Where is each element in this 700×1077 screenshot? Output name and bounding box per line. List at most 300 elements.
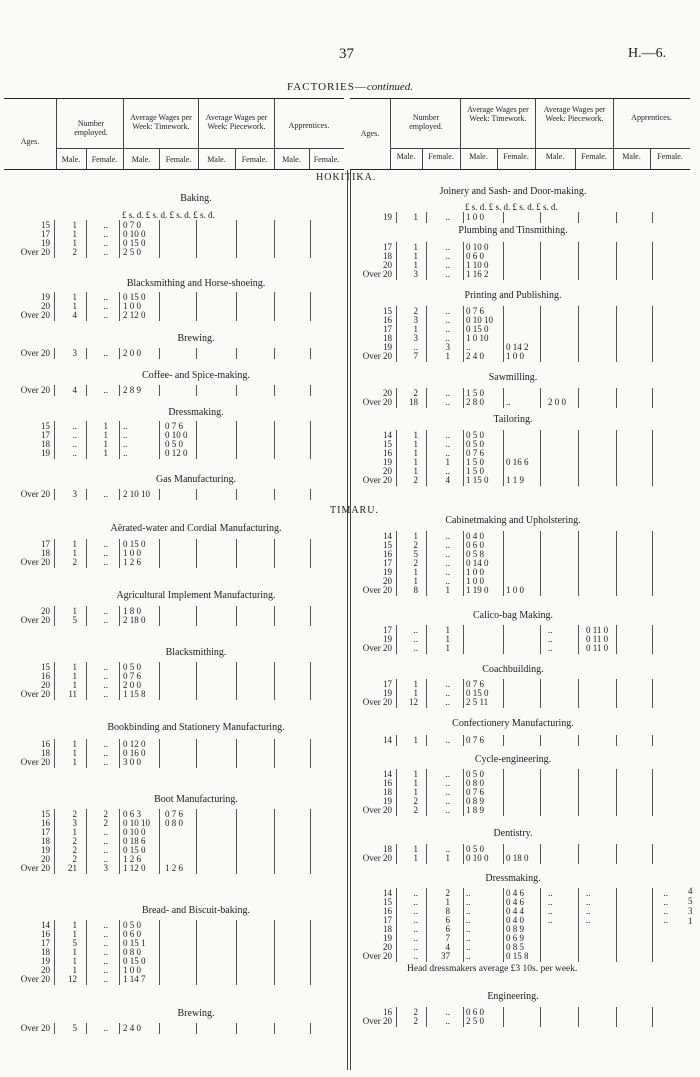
table-rule [503, 1007, 504, 1027]
timework-female-wage: 1 0 0 [506, 351, 524, 361]
table-rule [503, 430, 504, 486]
section-title: Plumbing and Tinsmithing. [458, 225, 568, 236]
number-employed-female: .. [445, 778, 450, 788]
age-cell: 19 [383, 567, 392, 577]
piecework-female-wage: 0 11 0 [586, 634, 609, 644]
table-rule [196, 421, 197, 459]
timework-male-wage: 0 10 0 [466, 242, 489, 252]
number-employed-male: 3 [413, 333, 418, 343]
table-rule [54, 809, 55, 874]
number-employed-female: 37 [441, 951, 450, 961]
table-rule [616, 430, 617, 486]
timework-female-wage: 0 15 8 [506, 951, 529, 961]
number-employed-male: 1 [72, 229, 77, 239]
piecework-male-wage: .. [548, 888, 553, 898]
number-employed-female: .. [445, 735, 450, 745]
timework-male-wage: 1 19 0 [466, 585, 489, 595]
table-rule [196, 739, 197, 768]
timework-male-wage: 0 15 1 [123, 938, 146, 948]
table-rule [86, 220, 87, 258]
table-rule [578, 430, 579, 486]
section-title: Confectionery Manufacturing. [452, 718, 574, 729]
number-employed-female: .. [445, 1007, 450, 1017]
number-employed-male: 3 [72, 348, 77, 358]
age-cell: Over 20 [20, 974, 50, 984]
number-employed-male: 4 [72, 385, 77, 395]
table-rule [274, 385, 275, 396]
timework-male-wage: 0 15 0 [123, 956, 146, 966]
number-employed-male: .. [413, 933, 418, 943]
number-employed-female: .. [103, 220, 108, 230]
table-rule [236, 662, 237, 700]
number-employed-female: .. [445, 306, 450, 316]
table-rule [54, 1023, 55, 1034]
number-employed-female: .. [445, 242, 450, 252]
age-cell: Over 20 [362, 269, 392, 279]
number-employed-male: 11 [68, 689, 77, 699]
section-title: Dressmaking. [485, 873, 541, 884]
header-ages: Ages. [360, 129, 380, 138]
timework-male-wage: 0 6 0 [466, 251, 484, 261]
number-employed-male: .. [413, 643, 418, 653]
age-cell: 18 [41, 748, 50, 758]
table-rule [236, 809, 237, 874]
table-rule [463, 430, 464, 486]
table-rule [652, 306, 653, 362]
header-apprentices: Apprentices. [631, 113, 672, 122]
table-rule [426, 888, 427, 962]
number-employed-female: .. [445, 769, 450, 779]
number-employed-female: .. [103, 292, 108, 302]
timework-female-wage: 0 6 9 [506, 933, 524, 943]
number-employed-female: .. [103, 548, 108, 558]
header-divider [390, 148, 690, 149]
apprentices-female-value: 1 [688, 916, 693, 926]
age-cell: 14 [41, 920, 50, 930]
table-rule [503, 888, 504, 962]
timework-male-wage: 1 8 9 [466, 805, 484, 815]
piecework-female-wage: .. [586, 897, 591, 907]
age-cell: Over 20 [362, 951, 392, 961]
piecework-male-wage: 2 0 0 [548, 397, 566, 407]
age-cell: 16 [383, 906, 392, 916]
number-employed-male: 5 [413, 549, 418, 559]
age-cell: 19 [41, 238, 50, 248]
age-cell: 15 [41, 421, 50, 431]
age-cell: 19 [41, 292, 50, 302]
timework-male-wage: 0 6 0 [123, 929, 141, 939]
age-cell: 15 [41, 809, 50, 819]
timework-female-wage: 0 14 2 [506, 342, 529, 352]
timework-male-wage: 1 2 6 [123, 854, 141, 864]
age-cell: 18 [383, 924, 392, 934]
table-rule [578, 844, 579, 864]
header-female: Female. [428, 152, 454, 161]
number-employed-male: 3 [72, 489, 77, 499]
table-rule [196, 348, 197, 359]
age-cell: 20 [383, 466, 392, 476]
page-number: 37 [339, 46, 354, 62]
age-cell: 19 [383, 796, 392, 806]
table-rule [86, 539, 87, 568]
number-employed-female: 3 [103, 863, 108, 873]
number-employed-male: 1 [413, 212, 418, 222]
number-employed-female: 6 [445, 915, 450, 925]
number-employed-male: 2 [413, 1016, 418, 1026]
table-rule [463, 769, 464, 816]
table-rule [652, 625, 653, 654]
table-rule [119, 489, 120, 500]
table-rule [310, 292, 311, 321]
age-cell: Over 20 [20, 689, 50, 699]
table-rule [652, 844, 653, 864]
timework-male-wage: 1 0 0 [466, 212, 484, 222]
age-cell: 19 [383, 688, 392, 698]
number-employed-male: 2 [72, 557, 77, 567]
timework-male-wage: 0 4 0 [466, 531, 484, 541]
timework-male-wage: 0 15 0 [466, 324, 489, 334]
number-employed-male: 1 [72, 929, 77, 939]
age-cell: 20 [383, 576, 392, 586]
age-cell: 17 [383, 625, 392, 635]
number-employed-male: .. [413, 924, 418, 934]
timework-male-wage: 0 7 0 [123, 220, 141, 230]
table-rule [236, 1023, 237, 1034]
section-title: Cabinetmaking and Upholstering. [445, 515, 581, 526]
apprentices-male: .. [663, 888, 668, 898]
table-rule [616, 1007, 617, 1027]
age-cell: 16 [41, 671, 50, 681]
table-rule [274, 809, 275, 874]
section-title: Coachbuilding. [482, 664, 544, 675]
table-rule [86, 292, 87, 321]
table-rule [540, 430, 541, 486]
number-employed-male: 1 [413, 242, 418, 252]
table-rule [119, 1023, 120, 1034]
table-rule [396, 1007, 397, 1027]
piecework-female-wage: 0 11 0 [586, 625, 609, 635]
age-cell: 20 [41, 680, 50, 690]
number-employed-male: 8 [413, 585, 418, 595]
table-rule [196, 809, 197, 874]
table-rule [196, 292, 197, 321]
timework-male-wage: 0 5 0 [123, 662, 141, 672]
timework-male-wage: 1 14 7 [123, 974, 146, 984]
age-cell: 18 [383, 333, 392, 343]
table-rule [652, 212, 653, 223]
age-cell: 19 [383, 342, 392, 352]
table-rule [119, 920, 120, 985]
timework-male-wage: 0 10 10 [466, 315, 493, 325]
number-employed-male: 2 [413, 475, 418, 485]
table-rule [396, 242, 397, 280]
table-rule [86, 662, 87, 700]
age-cell: Over 20 [362, 643, 392, 653]
table-rule [54, 385, 55, 396]
table-rule [274, 292, 275, 321]
timework-male-wage: 1 8 0 [123, 606, 141, 616]
number-employed-female: .. [445, 697, 450, 707]
number-employed-female: 1 [445, 457, 450, 467]
table-rule [578, 388, 579, 408]
age-cell: Over 20 [20, 757, 50, 767]
number-employed-male: 1 [413, 844, 418, 854]
age-cell: 18 [41, 947, 50, 957]
age-cell: 16 [41, 818, 50, 828]
number-employed-female: 2 [445, 888, 450, 898]
age-cell: 17 [383, 915, 392, 925]
table-rule [54, 606, 55, 626]
timework-male-wage: 1 5 0 [466, 457, 484, 467]
number-employed-female: .. [103, 938, 108, 948]
timework-male-wage: 0 18 6 [123, 836, 146, 846]
table-rule [396, 844, 397, 864]
table-rule [396, 625, 397, 654]
timework-female-wage: 0 4 4 [506, 906, 524, 916]
table-rule [540, 306, 541, 362]
number-employed-female: .. [103, 557, 108, 567]
table-rule [463, 625, 464, 654]
age-cell: 20 [41, 606, 50, 616]
table-rule [119, 662, 120, 700]
number-employed-female: .. [103, 539, 108, 549]
age-cell: 19 [383, 457, 392, 467]
header-female: Female. [581, 152, 607, 161]
number-employed-male: 1 [413, 567, 418, 577]
number-employed-male: 1 [413, 679, 418, 689]
table-rule [119, 348, 120, 359]
number-employed-male: 18 [409, 397, 418, 407]
age-cell: 16 [383, 315, 392, 325]
number-employed-female: .. [103, 606, 108, 616]
number-employed-female: .. [445, 388, 450, 398]
table-rule [236, 739, 237, 768]
header-wages-timework: Average Wages per Week: Timework. [467, 105, 529, 123]
number-employed-female: .. [103, 247, 108, 257]
age-cell: 16 [383, 778, 392, 788]
table-rule [396, 735, 397, 746]
header-female: Female. [241, 155, 268, 164]
number-employed-male: .. [413, 942, 418, 952]
number-employed-male: 2 [413, 540, 418, 550]
number-employed-male: .. [413, 888, 418, 898]
table-rule [236, 385, 237, 396]
number-employed-female: .. [445, 315, 450, 325]
number-employed-female: .. [445, 688, 450, 698]
number-employed-female: 3 [445, 342, 450, 352]
timework-male-wage: 0 7 6 [466, 679, 484, 689]
number-employed-female: 2 [103, 809, 108, 819]
section-title: Bread- and Biscuit-baking. [141, 905, 251, 916]
number-employed-female: .. [103, 827, 108, 837]
number-employed-male: 4 [72, 310, 77, 320]
number-employed-female: .. [445, 567, 450, 577]
number-employed-female: .. [103, 965, 108, 975]
timework-male-wage: 2 0 0 [123, 680, 141, 690]
table-rule [54, 421, 55, 459]
timework-male-wage: 0 5 0 [123, 920, 141, 930]
timework-male-wage: 0 15 0 [123, 238, 146, 248]
number-employed-male: 12 [409, 697, 418, 707]
number-employed-male: 2 [72, 836, 77, 846]
header-female: Female. [503, 152, 529, 161]
number-employed-male: 1 [72, 827, 77, 837]
table-rule [426, 212, 427, 223]
table-rule [159, 421, 160, 459]
timework-male-wage: 1 2 6 [123, 557, 141, 567]
timework-male-wage: 0 15 0 [123, 292, 146, 302]
table-rule [578, 625, 579, 654]
number-employed-male: .. [413, 951, 418, 961]
timework-male-wage: 2 5 0 [466, 1016, 484, 1026]
number-employed-female: 1 [103, 421, 108, 431]
table-rule [426, 1007, 427, 1027]
piecework-male-wage: .. [548, 634, 553, 644]
number-employed-female: .. [445, 576, 450, 586]
table-rule [426, 242, 427, 280]
table-rule [86, 1023, 87, 1034]
table-rule [159, 385, 160, 396]
number-employed-male: 1 [72, 757, 77, 767]
number-employed-male: 2 [413, 796, 418, 806]
number-employed-female: 1 [445, 585, 450, 595]
age-cell: 18 [41, 836, 50, 846]
age-cell: 17 [41, 938, 50, 948]
timework-male-wage: 1 0 0 [466, 576, 484, 586]
section-title: Joinery and Sash- and Door-making. [439, 186, 587, 197]
number-employed-male: 1 [413, 430, 418, 440]
table-rule [463, 388, 464, 408]
table-rule [540, 679, 541, 708]
timework-female-wage: 1 2 6 [165, 863, 183, 873]
apprentices-female-value: 4 [688, 886, 693, 896]
age-cell: 17 [41, 827, 50, 837]
timework-male-wage: .. [123, 421, 128, 431]
number-employed-male: 1 [413, 688, 418, 698]
age-cell: Over 20 [20, 247, 50, 257]
number-employed-male: 1 [72, 671, 77, 681]
table-rule [463, 212, 464, 223]
table-rule [578, 212, 579, 223]
timework-male-wage: 0 10 10 [123, 818, 150, 828]
number-employed-male: 21 [68, 863, 77, 873]
table-rule [274, 1023, 275, 1034]
table-rule [236, 489, 237, 500]
table-rule [196, 385, 197, 396]
table-rule [503, 844, 504, 864]
age-cell: 18 [383, 251, 392, 261]
number-employed-male: 2 [413, 805, 418, 815]
table-rule [578, 1007, 579, 1027]
table-rule [236, 539, 237, 568]
timework-male-wage: 0 5 8 [466, 549, 484, 559]
age-cell: 20 [41, 965, 50, 975]
age-cell: 15 [383, 540, 392, 550]
number-employed-male: 1 [72, 606, 77, 616]
number-employed-male: 1 [72, 739, 77, 749]
number-employed-female: .. [445, 430, 450, 440]
number-employed-female: .. [103, 974, 108, 984]
number-employed-male: 1 [413, 778, 418, 788]
timework-male-wage: .. [466, 933, 471, 943]
number-employed-female: 1 [445, 853, 450, 863]
age-cell: 17 [41, 430, 50, 440]
section-title: Agricultural Implement Manufacturing. [116, 590, 276, 601]
section-title: Dentistry. [493, 828, 533, 839]
timework-male-wage: 2 8 9 [123, 385, 141, 395]
table-rule [274, 662, 275, 700]
number-employed-female: 1 [445, 351, 450, 361]
number-employed-female: .. [103, 845, 108, 855]
timework-male-wage: 0 12 0 [123, 739, 146, 749]
timework-male-wage: 1 15 0 [466, 475, 489, 485]
number-employed-female: .. [445, 1016, 450, 1026]
timework-male-wage: 2 18 0 [123, 615, 146, 625]
table-rule [540, 769, 541, 816]
number-employed-male: 5 [72, 938, 77, 948]
age-cell: 18 [41, 548, 50, 558]
table-rule [652, 679, 653, 708]
timework-male-wage: .. [123, 430, 128, 440]
number-employed-female: .. [445, 549, 450, 559]
timework-male-wage: 0 15 0 [123, 845, 146, 855]
apprentices-female-column [688, 886, 693, 926]
age-cell: 19 [383, 634, 392, 644]
timework-male-wage: 2 5 0 [123, 247, 141, 257]
number-employed-female: .. [103, 836, 108, 846]
timework-male-wage: 0 15 0 [466, 688, 489, 698]
number-employed-female: .. [445, 324, 450, 334]
number-employed-male: 1 [72, 301, 77, 311]
table-rule [578, 769, 579, 816]
table-rule [310, 348, 311, 359]
timework-male-wage: 1 12 0 [123, 863, 146, 873]
timework-male-wage: 0 8 0 [123, 947, 141, 957]
header-number-employed: Number employed. [409, 113, 443, 131]
timework-male-wage: 2 0 0 [123, 348, 141, 358]
timework-male-wage: .. [466, 342, 471, 352]
table-rule [310, 421, 311, 459]
timework-male-wage: 2 12 0 [123, 310, 146, 320]
running-title-italic: continued. [366, 81, 414, 93]
header-ages: Ages. [20, 137, 40, 146]
number-employed-male: 1 [72, 539, 77, 549]
number-employed-female: .. [103, 310, 108, 320]
number-employed-male: 2 [413, 558, 418, 568]
number-employed-male: 7 [413, 351, 418, 361]
table-rule [159, 662, 160, 700]
timework-female-wage: 0 8 5 [506, 942, 524, 952]
age-cell: Over 20 [362, 475, 392, 485]
number-employed-male: 1 [72, 292, 77, 302]
table-rule [86, 489, 87, 500]
table-rule [463, 679, 464, 708]
table-rule [540, 888, 541, 962]
table-rule [236, 292, 237, 321]
timework-male-wage: 1 15 8 [123, 689, 146, 699]
table-rule [86, 739, 87, 768]
table-rule [274, 489, 275, 500]
table-rule [54, 662, 55, 700]
table-rule [196, 1023, 197, 1034]
timework-male-wage: 0 8 9 [466, 796, 484, 806]
number-employed-female: 1 [103, 430, 108, 440]
section-title: Dressmaking. [168, 407, 224, 418]
number-employed-female: 1 [445, 634, 450, 644]
table-rule [310, 662, 311, 700]
number-employed-male: .. [72, 448, 77, 458]
table-rule [86, 920, 87, 985]
